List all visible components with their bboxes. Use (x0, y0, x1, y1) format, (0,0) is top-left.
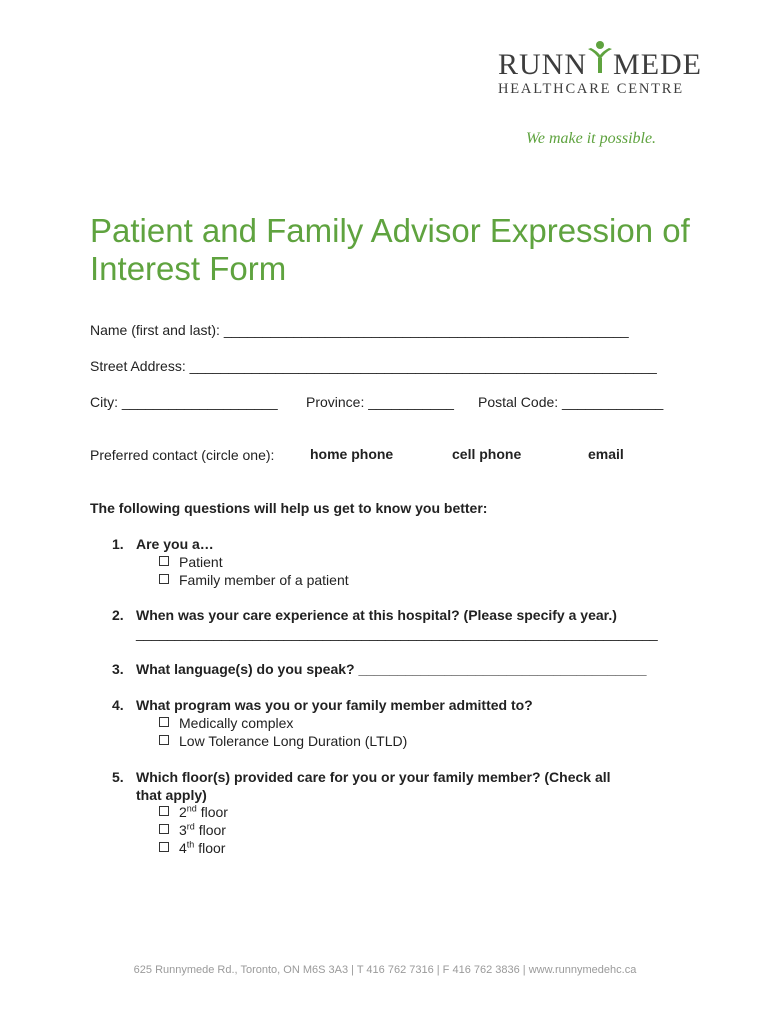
tagline: We make it possible. (526, 130, 657, 147)
form-title: Patient and Family Advisor Expression of Interest Form (90, 212, 690, 287)
ordinal-suffix: rd (186, 821, 195, 832)
checkbox-icon[interactable] (159, 824, 169, 834)
checkbox-4th-floor[interactable] (159, 839, 225, 857)
contact-option-email[interactable]: email (588, 446, 624, 462)
question-text: What program was you or your family member admitted to? (136, 697, 533, 713)
questions-heading: The following questions will help us get to know you better: (90, 500, 488, 516)
checkbox-ltld[interactable] (159, 732, 407, 750)
question-text: Are you a… (136, 536, 214, 552)
preferred-contact-label: Preferred contact (circle one): (90, 447, 275, 463)
logo-wordmark (498, 48, 703, 81)
contact-option-cell-phone[interactable]: cell phone (452, 446, 522, 462)
question-number: 5. (112, 769, 124, 785)
checkbox-label: Patient (179, 554, 223, 570)
checkbox-2nd-floor[interactable] (159, 803, 228, 821)
question-5-continued: that apply) (136, 787, 207, 803)
question-text: Which floor(s) provided care for you or your family member? (Check all (136, 769, 611, 785)
checkbox-icon[interactable] (159, 735, 169, 745)
question-number: 1. (112, 536, 124, 552)
logo-text-right: MEDE (613, 48, 703, 81)
question-number: 4. (112, 697, 124, 713)
checkbox-icon[interactable] (159, 717, 169, 727)
checkbox-label: Low Tolerance Long Duration (LTLD) (179, 733, 408, 749)
floor-label: floor (194, 840, 226, 856)
question-text: When was your care experience at this hospital? (Please specify a year.) (136, 607, 617, 623)
floor-number: 3 (179, 822, 187, 838)
postal-code-field[interactable]: Postal Code: _____________ (478, 394, 664, 410)
checkbox-icon[interactable] (159, 806, 169, 816)
footer-contact-info: 625 Runnymede Rd., Toronto, ON M6S 3A3 | T 416 762 7316 | F 416 762 3836 | www.runnymedehc.ca (133, 964, 637, 976)
contact-option-home-phone[interactable]: home phone (310, 446, 394, 462)
checkbox-icon[interactable] (159, 556, 169, 566)
question-4 (112, 696, 533, 714)
checkbox-family-member[interactable] (159, 571, 349, 589)
checkbox-label: Medically complex (179, 715, 294, 731)
person-figure-icon (587, 50, 613, 74)
ordinal-suffix: th (186, 839, 195, 850)
floor-number: 2 (179, 804, 187, 820)
floor-label: floor (194, 822, 226, 838)
logo-subtitle: HEALTHCARE CENTRE (498, 81, 684, 97)
street-address-field[interactable]: Street Address: ____________________________________________________________ (90, 358, 657, 374)
checkbox-3rd-floor[interactable] (159, 821, 226, 839)
province-field[interactable]: Province: ___________ (306, 394, 454, 410)
name-field[interactable]: Name (first and last): ____________________________________________________ (90, 322, 629, 338)
floor-number: 4 (179, 840, 187, 856)
checkbox-medically-complex[interactable] (159, 714, 293, 732)
checkbox-patient[interactable] (159, 553, 223, 571)
checkbox-icon[interactable] (159, 842, 169, 852)
question-3 (112, 660, 647, 678)
question-number: 3. (112, 661, 124, 677)
question-1 (112, 535, 214, 553)
question-text: What language(s) do you speak? _____________________________________ (136, 661, 647, 677)
city-field[interactable]: City: ____________________ (90, 394, 278, 410)
ordinal-suffix: nd (186, 803, 197, 814)
checkbox-icon[interactable] (159, 574, 169, 584)
question-5 (112, 768, 611, 786)
checkbox-label: Family member of a patient (179, 572, 349, 588)
floor-label: floor (196, 804, 228, 820)
runnymede-logo (498, 48, 703, 98)
logo-text-left: RUNN (498, 48, 588, 81)
question-2-answer-line[interactable]: ___________________________________________________________________ (136, 625, 658, 641)
question-number: 2. (112, 607, 124, 623)
question-2 (112, 606, 617, 624)
